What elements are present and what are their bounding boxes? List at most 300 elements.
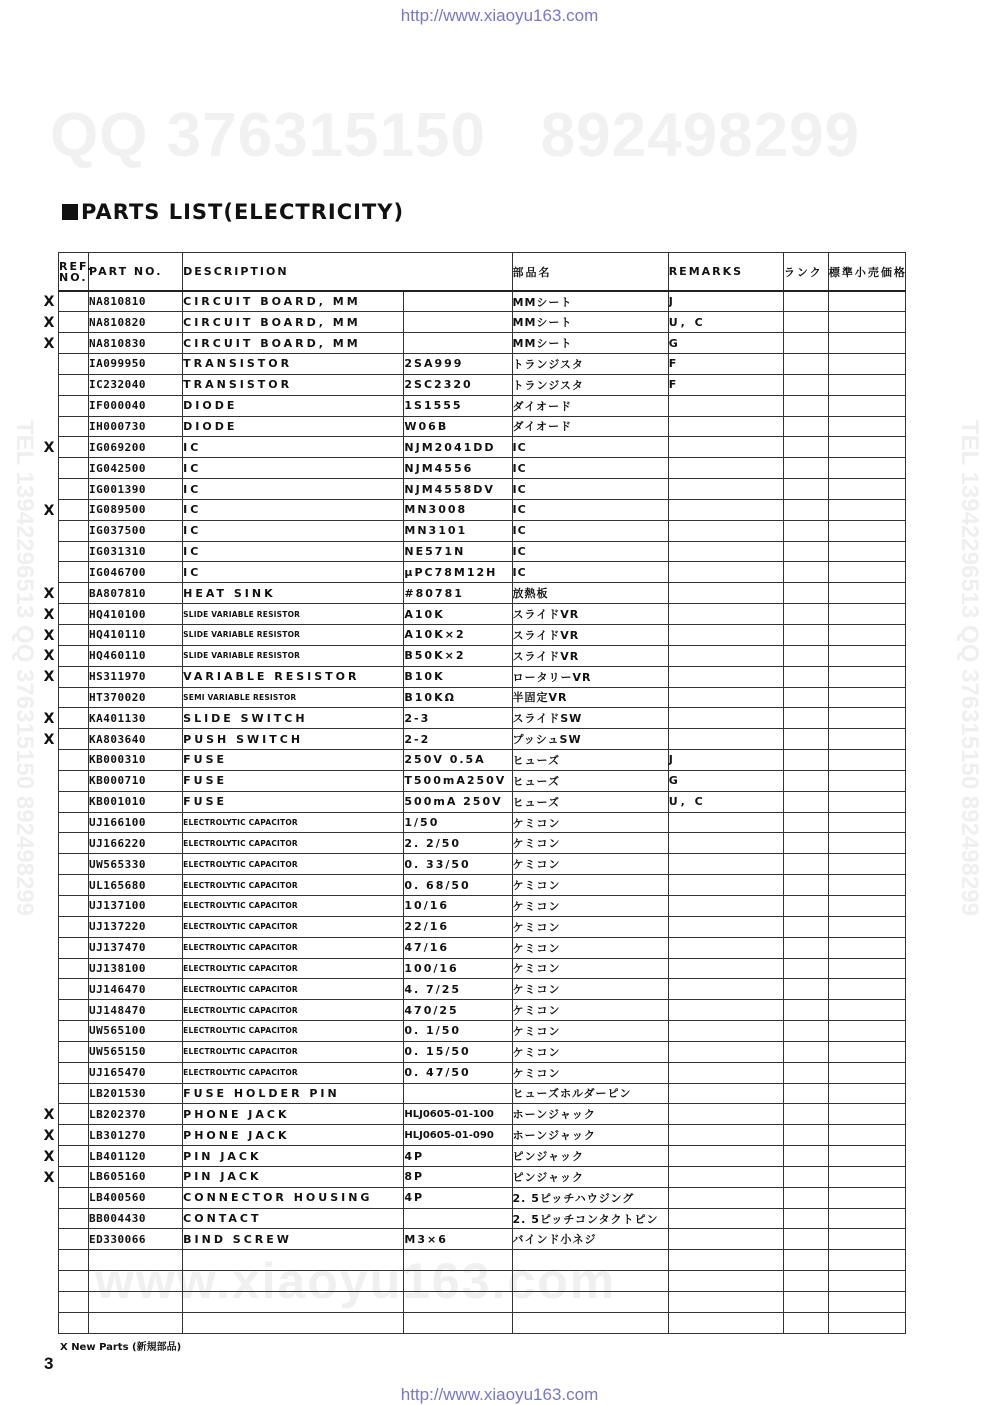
remarks-cell: G <box>668 333 783 354</box>
empty-cell <box>668 1312 783 1333</box>
part-number-cell: KA401130 <box>89 708 183 729</box>
spec-cell: 2-3 <box>404 708 512 729</box>
header-price: 標準小売価格 <box>828 253 905 292</box>
empty-cell <box>668 1250 783 1271</box>
remarks-cell <box>668 1146 783 1167</box>
rank-cell <box>783 1104 828 1125</box>
table-row <box>59 583 906 604</box>
spec-cell: NJM2041DD <box>404 437 512 458</box>
rank-cell <box>783 937 828 958</box>
table-row <box>59 1208 906 1229</box>
table-row <box>59 1125 906 1146</box>
japanese-name-cell: ヒューズ <box>512 791 668 812</box>
price-cell <box>828 1041 905 1062</box>
rank-cell <box>783 645 828 666</box>
table-row <box>59 979 906 1000</box>
description-cell: ELECTROLYTIC CAPACITOR <box>183 833 404 854</box>
price-cell <box>828 416 905 437</box>
price-cell <box>828 520 905 541</box>
header-url[interactable]: http://www.xiaoyu163.com <box>400 6 599 25</box>
ref-cell <box>59 958 89 979</box>
spec-cell: HLJ0605-01-090 <box>404 1125 512 1146</box>
empty-cell <box>183 1271 404 1292</box>
description-cell: SEMI VARIABLE RESISTOR <box>183 687 404 708</box>
ref-cell <box>59 916 89 937</box>
part-number-cell: IA099950 <box>89 354 183 375</box>
watermark-bottom: www.xiaoyu163.com <box>95 1253 617 1309</box>
remarks-cell <box>668 520 783 541</box>
part-number-cell: LB201530 <box>89 1083 183 1104</box>
japanese-name-cell: IC <box>512 437 668 458</box>
table-row <box>59 750 906 771</box>
page-number: 3 <box>44 1354 54 1373</box>
header-ref-no <box>59 253 94 292</box>
description-cell: HEAT SINK <box>183 583 404 604</box>
table-row <box>59 458 906 479</box>
price-cell <box>828 770 905 791</box>
table-row <box>59 333 906 354</box>
description-cell: IC <box>183 479 404 500</box>
empty-table-row <box>59 1271 906 1292</box>
description-cell: BIND SCREW <box>183 1229 404 1250</box>
japanese-name-cell: プッシュSW <box>512 729 668 750</box>
remarks-cell <box>668 1000 783 1021</box>
remarks-cell <box>668 1041 783 1062</box>
rank-cell <box>783 354 828 375</box>
description-cell: TRANSISTOR <box>183 354 404 375</box>
rank-cell <box>783 895 828 916</box>
ref-cell <box>59 458 89 479</box>
rank-cell <box>783 750 828 771</box>
part-number-cell: LB401120 <box>89 1146 183 1167</box>
ref-cell <box>59 1208 89 1229</box>
empty-cell <box>828 1312 905 1333</box>
rank-cell <box>783 708 828 729</box>
part-number-cell: KB000710 <box>89 770 183 791</box>
ref-cell <box>59 437 89 458</box>
japanese-name-cell: IC <box>512 458 668 479</box>
spec-cell: 250V 0.5A <box>404 750 512 771</box>
ref-cell <box>59 479 89 500</box>
part-number-cell: UJ137100 <box>89 895 183 916</box>
empty-cell <box>668 1292 783 1313</box>
spec-cell: T500mA250V <box>404 770 512 791</box>
remarks-cell <box>668 1166 783 1187</box>
japanese-name-cell: ロータリーVR <box>512 666 668 687</box>
ref-cell <box>59 416 89 437</box>
table-row <box>59 791 906 812</box>
part-number-cell: KB001010 <box>89 791 183 812</box>
spec-cell: 10/16 <box>404 895 512 916</box>
japanese-name-cell: ケミコン <box>512 895 668 916</box>
japanese-name-cell: スライドVR <box>512 645 668 666</box>
rank-cell <box>783 1125 828 1146</box>
remarks-cell: J <box>668 750 783 771</box>
japanese-name-cell: ヒューズ <box>512 750 668 771</box>
price-cell <box>828 708 905 729</box>
ref-cell <box>59 541 89 562</box>
description-cell: ELECTROLYTIC CAPACITOR <box>183 979 404 1000</box>
spec-cell: 1/50 <box>404 812 512 833</box>
remarks-cell <box>668 1187 783 1208</box>
remarks-cell <box>668 479 783 500</box>
rank-cell <box>783 562 828 583</box>
remarks-cell <box>668 458 783 479</box>
rank-cell <box>783 1062 828 1083</box>
price-cell <box>828 666 905 687</box>
price-cell <box>828 479 905 500</box>
empty-cell <box>512 1271 668 1292</box>
remarks-cell <box>668 895 783 916</box>
header-rank: ランク <box>783 253 828 292</box>
table-row <box>59 437 906 458</box>
price-cell <box>828 833 905 854</box>
remarks-cell: F <box>668 354 783 375</box>
japanese-name-cell: トランジスタ <box>512 354 668 375</box>
new-part-star: X <box>43 1148 55 1165</box>
remarks-cell <box>668 708 783 729</box>
parts-table <box>58 252 906 1334</box>
new-part-star: X <box>43 585 55 602</box>
description-cell: IC <box>183 437 404 458</box>
ref-cell <box>59 687 89 708</box>
part-number-cell: LB605160 <box>89 1166 183 1187</box>
empty-cell <box>89 1292 183 1313</box>
part-number-cell: HT370020 <box>89 687 183 708</box>
description-cell: PHONE JACK <box>183 1104 404 1125</box>
price-cell <box>828 875 905 896</box>
ref-cell <box>59 812 89 833</box>
spec-cell: 2SC2320 <box>404 374 512 395</box>
table-row <box>59 708 906 729</box>
part-number-cell: ED330066 <box>89 1229 183 1250</box>
rank-cell <box>783 854 828 875</box>
table-row <box>59 666 906 687</box>
ref-cell <box>59 979 89 1000</box>
empty-cell <box>89 1312 183 1333</box>
table-row <box>59 312 906 333</box>
description-cell: SLIDE VARIABLE RESISTOR <box>183 604 404 625</box>
japanese-name-cell: ケミコン <box>512 875 668 896</box>
description-cell: CIRCUIT BOARD, MM <box>183 333 404 354</box>
table-row <box>59 1229 906 1250</box>
part-number-cell: HQ460110 <box>89 645 183 666</box>
remarks-cell <box>668 687 783 708</box>
japanese-name-cell: ホーンジャック <box>512 1125 668 1146</box>
description-cell: PUSH SWITCH <box>183 729 404 750</box>
description-cell: ELECTROLYTIC CAPACITOR <box>183 895 404 916</box>
japanese-name-cell: MMシート <box>512 291 668 312</box>
table-row <box>59 374 906 395</box>
empty-cell <box>183 1250 404 1271</box>
ref-cell <box>59 729 89 750</box>
table-row <box>59 687 906 708</box>
ref-cell <box>59 1166 89 1187</box>
description-cell: PIN JACK <box>183 1166 404 1187</box>
table-header-row <box>59 253 906 292</box>
ref-cell <box>59 1187 89 1208</box>
empty-cell <box>404 1250 512 1271</box>
remarks-cell <box>668 604 783 625</box>
new-part-star: X <box>43 294 55 310</box>
description-cell: ELECTROLYTIC CAPACITOR <box>183 958 404 979</box>
ref-cell <box>59 750 89 771</box>
ref-cell <box>59 770 89 791</box>
new-part-star: X <box>43 627 55 644</box>
japanese-name-cell: ケミコン <box>512 937 668 958</box>
part-number-cell: UJ166220 <box>89 833 183 854</box>
ref-cell <box>59 395 89 416</box>
new-part-star: X <box>43 606 55 623</box>
japanese-name-cell: ケミコン <box>512 833 668 854</box>
price-cell <box>828 312 905 333</box>
rank-cell <box>783 541 828 562</box>
spec-cell <box>404 1208 512 1229</box>
spec-cell: 100/16 <box>404 958 512 979</box>
spec-cell: μPC78M12H <box>404 562 512 583</box>
spec-cell: 4. 7/25 <box>404 979 512 1000</box>
ref-cell <box>59 1146 89 1167</box>
description-cell: FUSE <box>183 770 404 791</box>
price-cell <box>828 1146 905 1167</box>
price-cell <box>828 291 905 312</box>
description-cell: VARIABLE RESISTOR <box>183 666 404 687</box>
table-row <box>59 1062 906 1083</box>
header-ref-line1: REF. <box>59 259 94 273</box>
rank-cell <box>783 499 828 520</box>
new-part-star: X <box>43 669 55 686</box>
remarks-cell <box>668 1021 783 1042</box>
spec-cell: A10K×2 <box>404 625 512 646</box>
table-row <box>59 1021 906 1042</box>
new-part-star: X <box>43 439 55 456</box>
japanese-name-cell: 2. 5ピッチコンタクトピン <box>512 1208 668 1229</box>
table-row <box>59 1083 906 1104</box>
price-cell <box>828 958 905 979</box>
empty-cell <box>59 1250 89 1271</box>
remarks-cell <box>668 499 783 520</box>
description-cell: ELECTROLYTIC CAPACITOR <box>183 854 404 875</box>
price-cell <box>828 729 905 750</box>
table-row <box>59 958 906 979</box>
description-cell: ELECTROLYTIC CAPACITOR <box>183 937 404 958</box>
part-number-cell: IG042500 <box>89 458 183 479</box>
remarks-cell <box>668 1104 783 1125</box>
table-row <box>59 895 906 916</box>
price-cell <box>828 1083 905 1104</box>
japanese-name-cell: IC <box>512 479 668 500</box>
empty-cell <box>828 1250 905 1271</box>
japanese-name-cell: スライドVR <box>512 604 668 625</box>
remarks-cell <box>668 625 783 646</box>
rank-cell <box>783 1208 828 1229</box>
japanese-name-cell: 半固定VR <box>512 687 668 708</box>
ref-cell <box>59 1062 89 1083</box>
rank-cell <box>783 333 828 354</box>
rank-cell <box>783 437 828 458</box>
watermark-top: QQ 376315150 892498299 <box>50 101 861 170</box>
description-cell: CONTACT <box>183 1208 404 1229</box>
ref-cell <box>59 333 89 354</box>
spec-cell: #80781 <box>404 583 512 604</box>
part-number-cell: IG089500 <box>89 499 183 520</box>
remarks-cell <box>668 937 783 958</box>
price-cell <box>828 750 905 771</box>
description-cell: DIODE <box>183 395 404 416</box>
empty-cell <box>512 1292 668 1313</box>
table-row <box>59 562 906 583</box>
table-row <box>59 1104 906 1125</box>
description-cell: ELECTROLYTIC CAPACITOR <box>183 1041 404 1062</box>
price-cell <box>828 1166 905 1187</box>
empty-table-row <box>59 1250 906 1271</box>
price-cell <box>828 937 905 958</box>
remarks-cell: G <box>668 770 783 791</box>
header-part-no: PART NO. <box>89 253 183 292</box>
part-number-cell: IG037500 <box>89 520 183 541</box>
watermark-right: TEL 13942296513 QQ 376315150 892498299 <box>956 420 983 916</box>
description-cell: TRANSISTOR <box>183 374 404 395</box>
part-number-cell: LB400560 <box>89 1187 183 1208</box>
description-cell: CIRCUIT BOARD, MM <box>183 291 404 312</box>
price-cell <box>828 1187 905 1208</box>
remarks-cell <box>668 1208 783 1229</box>
part-number-cell: NA810810 <box>89 291 183 312</box>
spec-cell: 8P <box>404 1166 512 1187</box>
table-row <box>59 916 906 937</box>
new-part-star: X <box>43 335 55 352</box>
ref-cell <box>59 354 89 375</box>
remarks-cell: F <box>668 374 783 395</box>
rank-cell <box>783 833 828 854</box>
table-row <box>59 395 906 416</box>
empty-cell <box>404 1271 512 1292</box>
table-row <box>59 812 906 833</box>
ref-cell <box>59 1229 89 1250</box>
remarks-cell: U, C <box>668 791 783 812</box>
rank-cell <box>783 583 828 604</box>
price-cell <box>828 541 905 562</box>
part-number-cell: IC232040 <box>89 374 183 395</box>
footer-url[interactable]: http://www.xiaoyu163.com <box>400 1385 599 1404</box>
remarks-cell <box>668 729 783 750</box>
part-number-cell: KA803640 <box>89 729 183 750</box>
remarks-cell <box>668 645 783 666</box>
rank-cell <box>783 687 828 708</box>
price-cell <box>828 854 905 875</box>
spec-cell: 1S1555 <box>404 395 512 416</box>
ref-cell <box>59 666 89 687</box>
price-cell <box>828 604 905 625</box>
part-number-cell: HS311970 <box>89 666 183 687</box>
japanese-name-cell: ケミコン <box>512 812 668 833</box>
rank-cell <box>783 1146 828 1167</box>
part-number-cell: IG046700 <box>89 562 183 583</box>
rank-cell <box>783 791 828 812</box>
spec-cell <box>404 291 512 312</box>
price-cell <box>828 625 905 646</box>
empty-table-row <box>59 1312 906 1333</box>
rank-cell <box>783 875 828 896</box>
price-cell <box>828 812 905 833</box>
part-number-cell: LB301270 <box>89 1125 183 1146</box>
remarks-cell <box>668 916 783 937</box>
table-row <box>59 479 906 500</box>
table-row <box>59 833 906 854</box>
japanese-name-cell: スライドVR <box>512 625 668 646</box>
empty-cell <box>59 1271 89 1292</box>
description-cell: ELECTROLYTIC CAPACITOR <box>183 916 404 937</box>
rank-cell <box>783 1021 828 1042</box>
empty-cell <box>89 1271 183 1292</box>
watermark-left: TEL 13942296513 QQ 376315150 892498299 <box>11 420 38 916</box>
spec-cell: 4P <box>404 1146 512 1167</box>
spec-cell: 2-2 <box>404 729 512 750</box>
rank-cell <box>783 479 828 500</box>
japanese-name-cell: ピンジャック <box>512 1146 668 1167</box>
japanese-name-cell: IC <box>512 520 668 541</box>
price-cell <box>828 437 905 458</box>
price-cell <box>828 1021 905 1042</box>
ref-cell <box>59 499 89 520</box>
ref-cell <box>59 645 89 666</box>
japanese-name-cell: IC <box>512 499 668 520</box>
new-part-star: X <box>43 711 55 727</box>
new-part-star: X <box>43 1169 55 1186</box>
part-number-cell: UW565330 <box>89 854 183 875</box>
japanese-name-cell: スライドSW <box>512 708 668 729</box>
spec-cell: HLJ0605-01-100 <box>404 1104 512 1125</box>
empty-cell <box>404 1292 512 1313</box>
ref-cell <box>59 1000 89 1021</box>
rank-cell <box>783 666 828 687</box>
price-cell <box>828 354 905 375</box>
table-row <box>59 875 906 896</box>
remarks-cell <box>668 1083 783 1104</box>
table-row <box>59 1166 906 1187</box>
spec-cell: NJM4556 <box>404 458 512 479</box>
spec-cell: M3×6 <box>404 1229 512 1250</box>
empty-cell <box>828 1292 905 1313</box>
table-row <box>59 1187 906 1208</box>
description-cell: PIN JACK <box>183 1146 404 1167</box>
description-cell: ELECTROLYTIC CAPACITOR <box>183 812 404 833</box>
remarks-cell <box>668 875 783 896</box>
price-cell <box>828 916 905 937</box>
ref-cell <box>59 875 89 896</box>
part-number-cell: KB000310 <box>89 750 183 771</box>
part-number-cell: IG001390 <box>89 479 183 500</box>
ref-cell <box>59 604 89 625</box>
rank-cell <box>783 625 828 646</box>
table-row <box>59 499 906 520</box>
japanese-name-cell: ケミコン <box>512 1062 668 1083</box>
remarks-cell <box>668 1229 783 1250</box>
part-number-cell: NA810830 <box>89 333 183 354</box>
empty-cell <box>183 1292 404 1313</box>
rank-cell <box>783 1041 828 1062</box>
page-title-text: PARTS LIST(ELECTRICITY) <box>81 200 405 224</box>
spec-cell <box>404 333 512 354</box>
table-row <box>59 937 906 958</box>
new-part-star: X <box>43 731 55 748</box>
rank-cell <box>783 416 828 437</box>
rank-cell <box>783 604 828 625</box>
remarks-cell <box>668 1062 783 1083</box>
description-cell: IC <box>183 499 404 520</box>
description-cell: SLIDE VARIABLE RESISTOR <box>183 645 404 666</box>
description-cell: FUSE HOLDER PIN <box>183 1083 404 1104</box>
